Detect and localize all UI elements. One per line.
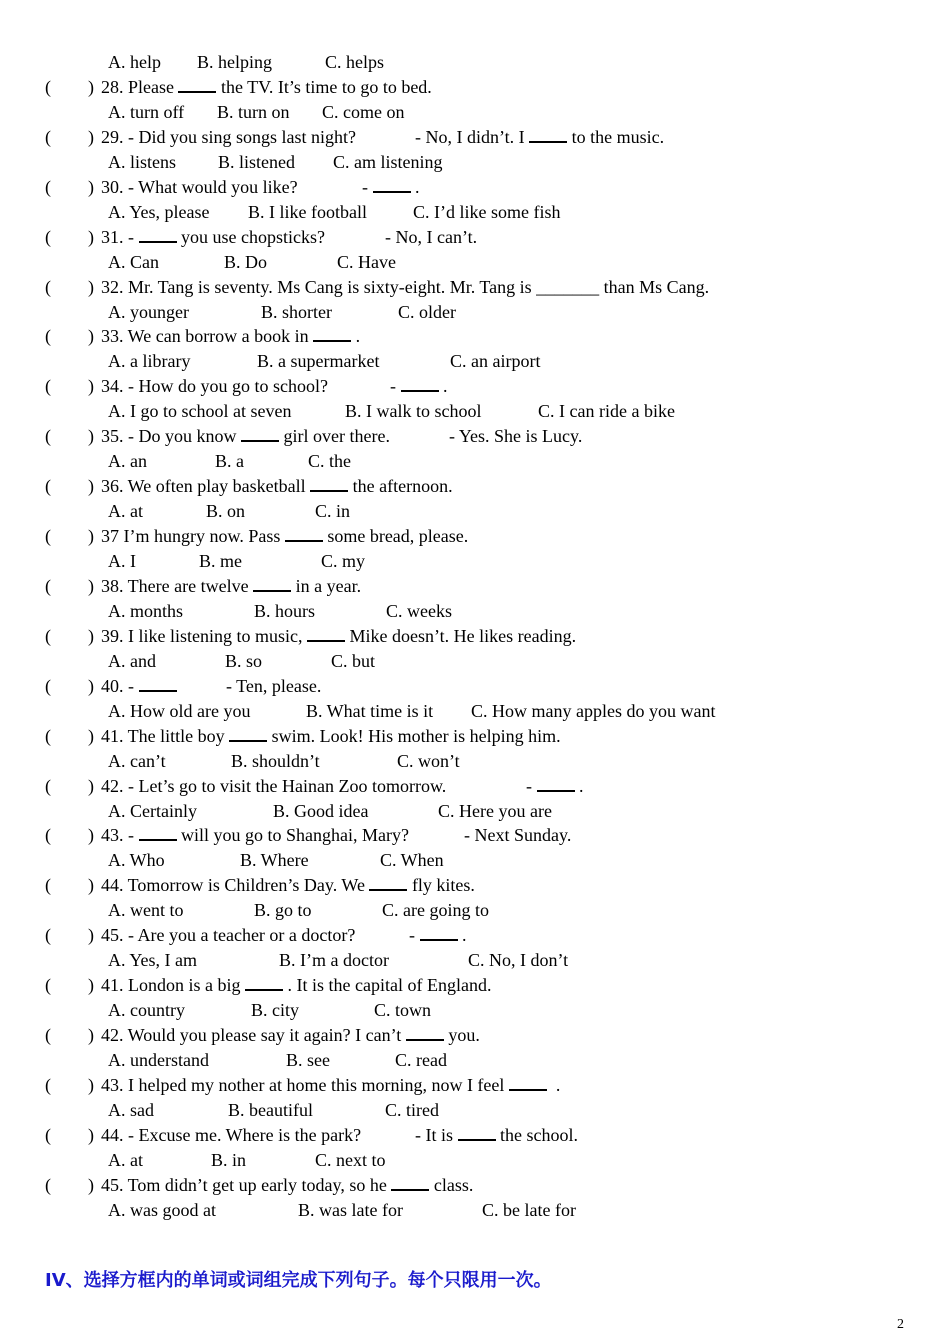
question-text: 34. - How do you go to school?	[101, 376, 328, 397]
answer-paren-open[interactable]: (	[45, 376, 51, 397]
option-c[interactable]: C. older	[398, 301, 456, 322]
question-text: 36. We often play basketball	[101, 476, 311, 497]
question-reply	[415, 125, 664, 150]
option-b[interactable]: B. helping	[197, 52, 272, 72]
answer-blank[interactable]	[406, 1025, 444, 1041]
answer-paren-open[interactable]: (	[45, 1074, 51, 1095]
question-text: the school.	[495, 1124, 578, 1145]
question-text: to the music.	[567, 126, 665, 147]
answer-paren-open[interactable]: (	[45, 226, 51, 247]
options-row	[0, 449, 950, 474]
question-text: 39. I like listening to music,	[101, 625, 307, 646]
answer-blank[interactable]	[537, 776, 575, 792]
question-text: swim. Look! His mother is helping him.	[267, 725, 561, 746]
answer-paren-open[interactable]: (	[45, 1124, 51, 1145]
question-text: 44. Tomorrow is Children’s Day. We	[101, 875, 370, 896]
option-c[interactable]: C. town	[374, 1000, 432, 1021]
question-stem	[101, 175, 298, 200]
option-c[interactable]: C. be late for	[482, 1199, 576, 1220]
question-row	[0, 1073, 950, 1098]
option-b[interactable]: B. city	[251, 1000, 299, 1021]
question-text: -	[409, 925, 420, 946]
question-reply	[362, 175, 420, 200]
option-c[interactable]: C. read	[395, 1050, 447, 1070]
option-c[interactable]: C. weeks	[386, 600, 452, 621]
option-b[interactable]: B. so	[225, 650, 263, 671]
answer-blank[interactable]	[229, 726, 267, 742]
question-text: - It is	[415, 1124, 458, 1145]
option-c[interactable]: C. I can ride a bike	[538, 401, 675, 422]
answer-paren-close: )	[88, 176, 94, 197]
question-text: 44. - Excuse me. Where is the park?	[101, 1124, 362, 1145]
question-stem	[101, 624, 576, 649]
options-row	[0, 998, 950, 1023]
option-c[interactable]: C. are going to	[382, 900, 489, 921]
option-b[interactable]: B. shorter	[261, 301, 332, 322]
question-text: 45. Tom didn’t get up early today, so he	[101, 1174, 392, 1195]
question-row	[0, 823, 950, 848]
options-row	[0, 50, 950, 75]
question-row	[0, 973, 950, 998]
options-row	[0, 799, 950, 824]
answer-paren-open[interactable]: (	[45, 625, 51, 646]
section-title: IV、选择方框内的单词或词组完成下列句子。每个只限用一次。	[45, 1270, 552, 1291]
answer-paren-close: )	[88, 925, 94, 946]
question-row	[0, 1123, 950, 1148]
question-reply	[415, 1123, 578, 1148]
option-a[interactable]: A. and	[108, 650, 156, 671]
answer-paren-open[interactable]: (	[45, 875, 51, 896]
option-a[interactable]: A. country	[108, 1000, 185, 1021]
answer-paren-open[interactable]: (	[45, 276, 51, 297]
answer-blank[interactable]	[529, 127, 567, 143]
options-row	[0, 1148, 950, 1173]
question-stem	[101, 1123, 361, 1148]
question-row	[0, 374, 950, 399]
question-row	[0, 524, 950, 549]
question-reply	[449, 424, 582, 449]
page-number: 2	[897, 1317, 904, 1332]
option-b[interactable]: B. shouldn’t	[231, 750, 320, 771]
option-a[interactable]: A. can’t	[108, 750, 166, 771]
answer-paren-open[interactable]: (	[45, 775, 51, 796]
question-stem	[101, 973, 491, 998]
option-b[interactable]: B. Good idea	[273, 800, 369, 821]
answer-paren-open[interactable]: (	[45, 126, 51, 147]
answer-paren-close: )	[88, 575, 94, 596]
question-text: you.	[443, 1025, 480, 1045]
answer-paren-open[interactable]: (	[45, 426, 51, 447]
question-text: 43. I helped my nother at home this morning, now I feel	[101, 1074, 509, 1095]
question-text: - No, I didn’t. I	[415, 126, 530, 147]
question-stem	[101, 923, 355, 948]
answer-paren-open[interactable]: (	[45, 77, 51, 97]
answer-blank[interactable]	[420, 925, 458, 941]
option-c[interactable]: C. the	[308, 451, 351, 472]
answer-paren-open[interactable]: (	[45, 675, 51, 696]
question-row	[0, 175, 950, 200]
option-b[interactable]: B. Where	[240, 850, 309, 871]
question-text: 38. There are twelve	[101, 575, 254, 596]
question-reply	[226, 674, 321, 699]
answer-paren-open[interactable]: (	[45, 1025, 51, 1045]
answer-paren-open[interactable]: (	[45, 725, 51, 746]
question-stem	[101, 574, 361, 599]
question-stem	[101, 324, 360, 349]
option-c[interactable]: C. but	[331, 650, 376, 671]
question-text: some bread, please.	[322, 526, 469, 546]
option-b[interactable]: B. beautiful	[228, 1099, 313, 1120]
question-stem	[101, 1073, 560, 1098]
options-row	[0, 150, 950, 175]
question-text: will you go to Shanghai, Mary?	[176, 825, 409, 846]
answer-paren-open[interactable]: (	[45, 526, 51, 546]
option-c[interactable]: C. When	[380, 850, 444, 871]
options-row	[0, 399, 950, 424]
question-text: - Yes. She is Lucy.	[449, 426, 583, 447]
option-b[interactable]: B. in	[211, 1149, 247, 1170]
option-a[interactable]: A. How old are you	[108, 700, 251, 721]
question-text: 41. London is a big	[101, 975, 245, 996]
question-text: .	[351, 326, 361, 347]
option-b[interactable]: B. was late for	[298, 1199, 403, 1220]
options-row	[0, 300, 950, 325]
question-row	[0, 424, 950, 449]
answer-paren-open[interactable]: (	[45, 975, 51, 996]
answer-blank[interactable]	[458, 1125, 496, 1141]
question-text: .	[574, 775, 584, 796]
question-row	[0, 474, 950, 499]
options-row	[0, 1198, 950, 1223]
question-stem	[101, 125, 356, 150]
question-text: 43. -	[101, 825, 139, 846]
options-row	[0, 499, 950, 524]
options-row	[0, 1048, 950, 1073]
options-row	[0, 699, 950, 724]
option-b[interactable]: B. a	[215, 451, 244, 472]
question-reply	[526, 774, 584, 799]
option-c[interactable]: C. am listening	[333, 151, 443, 172]
question-row	[0, 125, 950, 150]
option-c[interactable]: C. I’d like some fish	[413, 201, 561, 222]
answer-paren-open[interactable]: (	[45, 575, 51, 596]
question-text: - Next Sunday.	[464, 825, 572, 846]
question-stem	[101, 774, 446, 799]
options-row	[0, 549, 950, 574]
option-b[interactable]: B. hours	[254, 600, 316, 621]
question-text: .	[438, 376, 448, 397]
answer-blank[interactable]	[313, 326, 351, 342]
question-stem	[101, 1173, 473, 1198]
option-c[interactable]: C. Have	[337, 251, 396, 272]
question-text: 31. -	[101, 226, 139, 247]
options-row	[0, 599, 950, 624]
answer-paren-close: )	[88, 226, 94, 247]
option-c[interactable]: C. How many apples do you want	[471, 700, 716, 721]
answer-paren-close: )	[88, 276, 94, 297]
option-a[interactable]: A. I go to school at seven	[108, 401, 292, 422]
answer-paren-close: )	[88, 1074, 94, 1095]
question-stem	[101, 424, 390, 449]
options-row	[0, 948, 950, 973]
option-a[interactable]: A. at	[108, 1149, 143, 1170]
option-c[interactable]: C. No, I don’t	[468, 950, 569, 971]
option-a[interactable]: A. help	[108, 52, 161, 72]
question-text: .	[457, 925, 467, 946]
option-a[interactable]: A. at	[108, 501, 143, 522]
option-b[interactable]: B. on	[206, 501, 246, 522]
question-text: class.	[429, 1174, 474, 1195]
answer-blank[interactable]	[509, 1075, 547, 1091]
question-reply	[390, 374, 448, 399]
question-text: 41. The little boy	[101, 725, 230, 746]
option-b[interactable]: B. go to	[254, 900, 312, 921]
answer-blank[interactable]	[373, 177, 411, 193]
answer-blank[interactable]	[139, 227, 177, 243]
question-text: 42. Would you please say it again? I can’t	[101, 1025, 406, 1045]
answer-paren-close: )	[88, 625, 94, 646]
question-text: -	[362, 176, 373, 197]
option-a[interactable]: A. an	[108, 451, 147, 472]
question-row	[0, 275, 950, 300]
option-a[interactable]: A. was good at	[108, 1199, 216, 1220]
question-stem	[101, 75, 432, 100]
answer-blank[interactable]	[178, 77, 216, 93]
question-row	[0, 724, 950, 749]
option-b[interactable]: B. turn on	[217, 101, 290, 122]
option-a[interactable]: A. I	[108, 551, 136, 571]
question-text: 29. - Did you sing songs last night?	[101, 126, 356, 147]
question-stem	[101, 474, 453, 499]
answer-paren-open[interactable]: (	[45, 1174, 51, 1195]
question-stem	[101, 724, 561, 749]
options-row	[0, 848, 950, 873]
question-text: 42. - Let’s go to visit the Hainan Zoo tomorrow.	[101, 775, 447, 796]
question-stem	[101, 225, 325, 250]
answer-paren-close: )	[88, 675, 94, 696]
question-text: . It is the capital of England.	[283, 975, 492, 996]
answer-blank[interactable]	[401, 376, 439, 392]
question-row	[0, 624, 950, 649]
option-a[interactable]: A. understand	[108, 1050, 209, 1070]
question-row	[0, 774, 950, 799]
question-row	[0, 75, 950, 100]
question-stem	[101, 275, 709, 300]
answer-paren-close: )	[88, 875, 94, 896]
answer-paren-close: )	[88, 126, 94, 147]
option-b[interactable]: B. I walk to school	[345, 401, 482, 422]
answer-blank[interactable]	[253, 576, 291, 592]
option-c[interactable]: C. next to	[315, 1149, 386, 1170]
question-text: girl over there.	[279, 426, 390, 447]
question-stem	[101, 873, 475, 898]
option-c[interactable]: C. an airport	[450, 351, 541, 372]
answer-blank[interactable]	[241, 426, 279, 442]
answer-paren-close: )	[88, 1025, 94, 1045]
answer-paren-close: )	[88, 1124, 94, 1145]
question-text: - Ten, please.	[226, 675, 322, 696]
question-text: Mike doesn’t. He likes reading.	[344, 625, 577, 646]
question-text: .	[410, 176, 420, 197]
question-text: the afternoon.	[348, 476, 453, 497]
option-a[interactable]: A. Yes, please	[108, 201, 210, 222]
answer-paren-close: )	[88, 725, 94, 746]
answer-blank[interactable]	[307, 626, 345, 642]
question-text: .	[546, 1074, 561, 1095]
option-a[interactable]: A. younger	[108, 301, 189, 322]
question-text: fly kites.	[407, 875, 475, 896]
option-a[interactable]: A. months	[108, 600, 184, 621]
answer-paren-close: )	[88, 326, 94, 347]
question-text: the TV. It’s time to go to bed.	[216, 77, 432, 97]
option-c[interactable]: C. tired	[385, 1099, 439, 1120]
question-row	[0, 674, 950, 699]
answer-paren-close: )	[88, 1174, 94, 1195]
options-row	[0, 749, 950, 774]
options-row	[0, 898, 950, 923]
answer-blank[interactable]	[139, 676, 177, 692]
question-text: 40. -	[101, 675, 139, 696]
question-text: you use chopsticks?	[176, 226, 325, 247]
option-b[interactable]: B. Do	[224, 251, 268, 272]
answer-paren-open[interactable]: (	[45, 326, 51, 347]
option-c[interactable]: C. my	[321, 551, 366, 571]
question-text: 37 I’m hungry now. Pass	[101, 526, 285, 546]
option-a[interactable]: A. Who	[108, 850, 165, 871]
question-text: -	[526, 775, 537, 796]
answer-paren-close: )	[88, 376, 94, 397]
question-row	[0, 923, 950, 948]
question-row	[0, 574, 950, 599]
answer-paren-close: )	[88, 426, 94, 447]
question-stem	[101, 524, 468, 549]
question-text: -	[390, 376, 401, 397]
question-row	[0, 873, 950, 898]
option-b[interactable]: B. see	[286, 1050, 330, 1070]
option-a[interactable]: A. Can	[108, 251, 159, 272]
answer-blank[interactable]	[391, 1175, 429, 1191]
answer-blank[interactable]	[245, 975, 283, 991]
question-row	[0, 225, 950, 250]
option-a[interactable]: A. a library	[108, 351, 191, 372]
answer-paren-close: )	[88, 825, 94, 846]
answer-blank[interactable]	[310, 476, 348, 492]
question-text: in a year.	[291, 575, 362, 596]
options-row	[0, 1098, 950, 1123]
option-c[interactable]: C. Here you are	[438, 800, 552, 821]
option-a[interactable]: A. sad	[108, 1099, 154, 1120]
question-stem	[101, 1023, 480, 1048]
question-text: 32. Mr. Tang is seventy. Ms Cang is sixty-eight. Mr. Tang is _______ than Ms Cang.	[101, 276, 710, 297]
answer-blank[interactable]	[139, 825, 177, 841]
options-row	[0, 200, 950, 225]
question-row	[0, 1173, 950, 1198]
answer-blank[interactable]	[369, 875, 407, 891]
answer-paren-close: )	[88, 526, 94, 546]
question-row	[0, 324, 950, 349]
options-row	[0, 649, 950, 674]
option-b[interactable]: B. What time is it	[306, 700, 434, 721]
option-b[interactable]: B. I like football	[248, 201, 367, 222]
question-stem	[101, 674, 177, 699]
option-a[interactable]: A. went to	[108, 900, 184, 921]
option-c[interactable]: C. in	[315, 501, 351, 522]
option-b[interactable]: B. listened	[218, 151, 295, 172]
question-row	[0, 1023, 950, 1048]
answer-paren-close: )	[88, 476, 94, 497]
question-stem	[101, 374, 328, 399]
option-b[interactable]: B. me	[199, 551, 242, 571]
answer-paren-open[interactable]: (	[45, 476, 51, 497]
question-text: 30. - What would you like?	[101, 176, 298, 197]
answer-paren-close: )	[88, 975, 94, 996]
options-row	[0, 100, 950, 125]
option-b[interactable]: B. a supermarket	[257, 351, 380, 372]
answer-paren-open[interactable]: (	[45, 176, 51, 197]
question-reply	[464, 823, 571, 848]
question-text: - No, I can’t.	[385, 226, 478, 247]
option-a[interactable]: A. turn off	[108, 101, 185, 122]
question-stem	[101, 823, 409, 848]
answer-blank[interactable]	[285, 526, 323, 542]
answer-paren-close: )	[88, 77, 94, 97]
option-c[interactable]: C. come on	[322, 101, 405, 122]
answer-paren-open[interactable]: (	[45, 925, 51, 946]
option-a[interactable]: A. Yes, I am	[108, 950, 198, 971]
option-c[interactable]: C. won’t	[397, 750, 460, 771]
answer-paren-close: )	[88, 775, 94, 796]
option-a[interactable]: A. listens	[108, 151, 177, 172]
option-a[interactable]: A. Certainly	[108, 800, 197, 821]
answer-paren-open[interactable]: (	[45, 825, 51, 846]
question-text: 35. - Do you know	[101, 426, 241, 447]
question-text: 28. Please	[101, 77, 179, 97]
question-text: 45. - Are you a teacher or a doctor?	[101, 925, 356, 946]
question-text: 33. We can borrow a book in	[101, 326, 314, 347]
option-b[interactable]: B. I’m a doctor	[279, 950, 389, 971]
options-row	[0, 349, 950, 374]
question-reply	[385, 225, 477, 250]
options-row	[0, 250, 950, 275]
question-reply	[409, 923, 467, 948]
option-c[interactable]: C. helps	[325, 52, 385, 72]
